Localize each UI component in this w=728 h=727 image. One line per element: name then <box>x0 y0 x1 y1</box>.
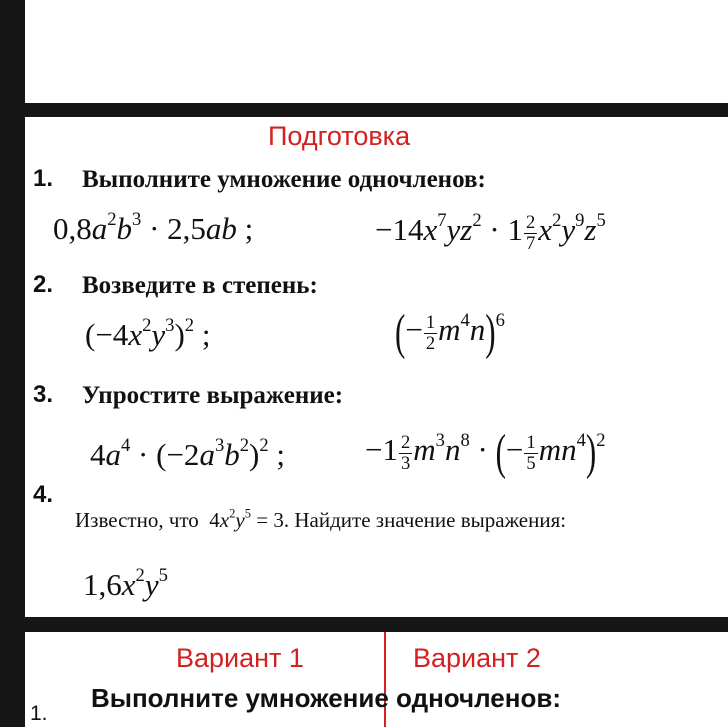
task-3-text: Упростите выражение: <box>82 382 344 409</box>
task-1-text: Выполните умножение одночленов: <box>82 166 486 193</box>
task-2-number: 2. <box>33 271 54 298</box>
task-3-number: 3. <box>33 381 54 408</box>
variant-2-title: Вариант 2 <box>413 643 541 673</box>
task-4-text-after: . Найдите значение выражения: <box>283 508 567 532</box>
task-4-condition: $4x^2y^5 = 3$ <box>209 506 284 532</box>
top-blank-panel <box>25 0 728 103</box>
task-2-text: Возведите в степень: <box>82 272 318 299</box>
variant-task-1-number: 1. <box>30 702 48 725</box>
section-title: Подготовка <box>268 121 411 151</box>
variant-task-1-text: Выполните умножение одночленов: <box>91 683 561 713</box>
task-4-text <box>75 506 567 532</box>
task-4-expression: $1,6x^2y^5$ <box>83 565 168 602</box>
task-1-expression-a: $0,8a^2b^3 \cdot 2,5ab$ ; <box>53 209 254 246</box>
task-1-number: 1. <box>33 165 54 192</box>
task-2-expression-b: (− $\frac{1}{2}$ $m^4n)^6$ <box>395 303 505 360</box>
task-3-expression-a: $4a^4 \cdot (-2a^3b^2)^2$ ; <box>90 435 286 472</box>
task-4-number: 4. <box>33 481 54 508</box>
variants-panel <box>25 632 728 727</box>
worksheet-panel <box>25 117 728 617</box>
task-1-expression-b: $-14x^7yz^2 \cdot 1$ $\frac{2}{7}$ $x^2y^9z^5$ <box>375 210 606 254</box>
task-3-expression-b: −1 $\frac{2}{3}$ $m^3n^8$ · (− $\frac{1}{5}$ $mn^4)^2$ <box>365 423 606 480</box>
task-2-expression-a: $(-4x^2y^3)^2$ ; <box>85 315 211 352</box>
task-4-text-before: Известно, что <box>75 508 199 532</box>
variant-1-title: Вариант 1 <box>176 643 304 673</box>
